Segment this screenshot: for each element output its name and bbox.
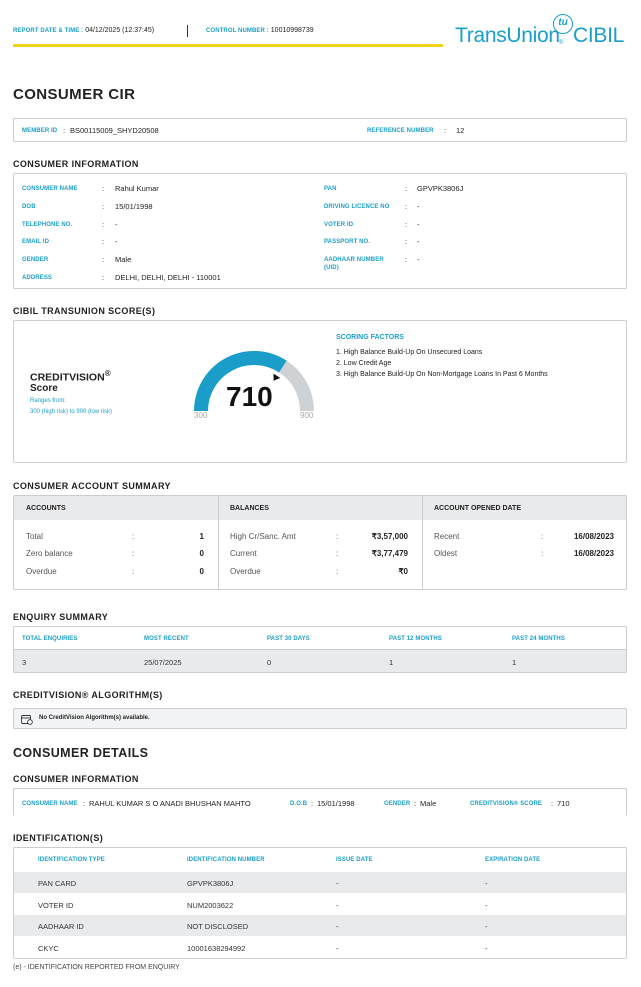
- enquiry-header: PAST 24 MONTHS: [512, 636, 565, 642]
- opened-row-value: 16/08/2023: [573, 549, 614, 558]
- table-row: [14, 872, 626, 893]
- identification-title: IDENTIFICATION(S): [13, 833, 104, 843]
- account-summary-box: ACCOUNTS BALANCES ACCOUNT OPENED DATE Total : 1 Zero balance : 0 Overdue : 0 High Cr/Sanc. Amt : ₹3,57,000 Current : ₹3,77,479 Overdue : ₹0 Recent : 16/08/2023 Oldest : 16/08/2023: [13, 495, 627, 590]
- ci-left-label: EMAIL ID: [22, 239, 50, 245]
- id-cell: NOT DISCLOSED: [187, 922, 249, 931]
- balances-row-label: Current: [230, 549, 257, 558]
- enquiry-summary-table: [13, 626, 627, 673]
- opened-row-label: Oldest: [434, 549, 458, 558]
- creditvision-brand: CREDITVISION®: [30, 369, 111, 384]
- enquiry-header: MOST RECENT: [144, 636, 189, 642]
- id-cell: VOTER ID: [38, 901, 74, 910]
- balances-row-label: High Cr/Sanc. Amt: [230, 532, 296, 541]
- table-row: [14, 894, 626, 915]
- consumer-details-box: CONSUMER NAME : RAHUL KUMAR S O ANADI BHUSHAN MAHTO D.O.B : 15/01/1998 GENDER : Male CREDITVISION® SCORE : 710: [13, 788, 627, 816]
- ci-right-label: VOTER ID: [324, 222, 354, 228]
- scoring-factor-item: 1. High Balance Build-Up On Unsecured Loans: [336, 349, 483, 356]
- id-cell: -: [336, 944, 339, 953]
- score-max: 900: [300, 411, 314, 420]
- member-info-box: MEMBER ID : BS00115009_SHYD20508 REFERENCE NUMBER : 12: [13, 118, 627, 142]
- ci-right-value: -: [417, 202, 420, 211]
- score-box: CREDITVISION® Score Ranges from: 300 (high risk) to 900 (low risk) SCORING FACTORS 1. High Balance Build-Up On Unsecured Loans 2. Low Credit Age 3. High Balance Build-Up On Non-Mortgage Loans In Past 6 Months: [13, 320, 627, 463]
- id-cell: CKYC: [38, 944, 59, 953]
- enquiry-summary-title: ENQUIRY SUMMARY: [13, 612, 109, 622]
- balances-row-label: Overdue: [230, 567, 261, 576]
- id-cell: -: [336, 879, 339, 888]
- id-cell: -: [336, 901, 339, 910]
- consumer-gender: Male: [420, 799, 437, 808]
- accounts-row-label: Zero balance: [26, 549, 73, 558]
- ci-left-value: DELHI, DELHI, DELHI - 110001: [115, 273, 221, 282]
- accounts-row-label: Total: [26, 532, 43, 541]
- consumer-score: 710: [557, 799, 570, 808]
- algorithm-title: CREDITVISION® ALGORITHM(S): [13, 690, 163, 700]
- table-row: [14, 937, 626, 958]
- control-number: CONTROL NUMBER : 10010998739: [206, 27, 314, 34]
- ci-right-label-2: (UID): [324, 265, 339, 271]
- id-cell: PAN CARD: [38, 879, 77, 888]
- report-header-bar: [13, 25, 443, 47]
- id-cell: GPVPK3806J: [187, 879, 234, 888]
- ci-left-label: TELEPHONE NO.: [22, 222, 73, 228]
- id-cell: -: [485, 879, 488, 888]
- balances-row-value: ₹3,77,479: [371, 549, 408, 558]
- identification-footnote: (e) - IDENTIFICATION REPORTED FROM ENQUIRY: [13, 964, 180, 971]
- page-title: CONSUMER CIR: [13, 86, 136, 103]
- id-cell: -: [485, 922, 488, 931]
- id-header: IDENTIFICATION TYPE: [38, 857, 105, 863]
- tu-logo-icon: tu: [553, 14, 573, 34]
- identification-table: [13, 847, 627, 959]
- id-cell: AADHAAR ID: [38, 922, 84, 931]
- ci-left-value: -: [115, 237, 118, 246]
- header-divider: [187, 25, 188, 37]
- id-header: ISSUE DATE: [336, 857, 373, 863]
- table-row: [14, 915, 626, 936]
- score-section-title: CIBIL TRANSUNION SCORE(S): [13, 306, 156, 316]
- enquiry-header: PAST 30 DAYS: [267, 636, 310, 642]
- id-header: IDENTIFICATION NUMBER: [187, 857, 265, 863]
- ci-right-value: -: [417, 255, 420, 264]
- accounts-row-value: 1: [199, 532, 204, 541]
- id-cell: -: [336, 922, 339, 931]
- account-summary-title: CONSUMER ACCOUNT SUMMARY: [13, 481, 171, 491]
- consumer-details-subtitle: CONSUMER INFORMATION: [13, 774, 139, 784]
- ci-right-label: PAN: [324, 186, 337, 192]
- consumer-dob: 15/01/1998: [317, 799, 355, 808]
- id-header: EXPIRATION DATE: [485, 857, 541, 863]
- calculator-icon: [21, 714, 33, 725]
- ci-left-label: ADDRESS: [22, 275, 53, 281]
- ci-left-value: 15/01/1998: [115, 202, 153, 211]
- algorithm-message: No CreditVision Algorithm(s) available.: [39, 715, 150, 721]
- consumer-info-title: CONSUMER INFORMATION: [13, 159, 139, 169]
- opened-row-value: 16/08/2023: [573, 532, 614, 541]
- id-cell: 10001638294992: [187, 944, 246, 953]
- id-cell: -: [485, 901, 488, 910]
- enquiry-value: 0: [267, 658, 272, 667]
- enquiry-value: 25/07/2025: [144, 658, 182, 667]
- id-cell: -: [485, 944, 488, 953]
- ci-right-value: -: [417, 237, 420, 246]
- enquiry-value: 1: [389, 658, 394, 667]
- ci-right-label: AADHAAR NUMBER: [324, 257, 384, 263]
- balances-row-value: ₹0: [398, 567, 408, 576]
- transunion-cibil-logo: TransUnion ® CIBIL tu: [455, 14, 631, 50]
- ci-right-label: PASSPORT NO.: [324, 239, 371, 245]
- ci-right-value: -: [417, 220, 420, 229]
- scoring-factor-item: 2. Low Credit Age: [336, 360, 392, 367]
- accounts-row-value: 0: [199, 567, 204, 576]
- ci-left-label: DOB: [22, 204, 36, 210]
- report-date: REPORT DATE & TIME : 04/12/2025 (12:37:45): [13, 27, 155, 34]
- enquiry-value: 1: [512, 658, 517, 667]
- score-min: 300: [194, 411, 208, 420]
- accounts-row-label: Overdue: [26, 567, 57, 576]
- consumer-info-box: CONSUMER NAME : Rahul Kumar DOB : 15/01/1998 TELEPHONE NO. : - EMAIL ID : - GENDER : Male ADDRESS : DELHI, DELHI, DELHI - 110001 PAN : GPVPK3806J DRIVING LICENCE NO : - VOTER ID : - PASSPORT NO. : - AADHAAR NUMBER (UID) : -: [13, 173, 627, 289]
- scoring-factors-list: [336, 347, 548, 380]
- ci-left-label: GENDER: [22, 257, 49, 263]
- opened-row-label: Recent: [434, 532, 460, 541]
- enquiry-header: TOTAL ENQUIRIES: [22, 636, 78, 642]
- scoring-factor-item: 3. High Balance Build-Up On Non-Mortgage Loans In Past 6 Months: [336, 371, 548, 378]
- ci-left-value: Male: [115, 255, 132, 264]
- algorithm-box: [13, 708, 627, 729]
- accounts-row-value: 0: [199, 549, 204, 558]
- enquiry-header: PAST 12 MONTHS: [389, 636, 442, 642]
- ci-right-value: GPVPK3806J: [417, 184, 464, 193]
- id-cell: NUM2003622: [187, 901, 234, 910]
- member-id: BS00115009_SHYD20508: [70, 126, 159, 135]
- score-value: 710: [226, 381, 273, 412]
- balances-row-value: ₹3,57,000: [371, 532, 408, 541]
- gauge-pointer-icon: [274, 374, 281, 381]
- ci-left-value: Rahul Kumar: [115, 184, 159, 193]
- consumer-details-title: CONSUMER DETAILS: [13, 746, 149, 760]
- reference-number: 12: [456, 126, 465, 135]
- enquiry-value: 3: [22, 658, 27, 667]
- consumer-name: RAHUL KUMAR S O ANADI BHUSHAN MAHTO: [89, 799, 251, 808]
- ci-right-label: DRIVING LICENCE NO: [324, 204, 390, 210]
- ci-left-value: -: [115, 220, 118, 229]
- ci-left-label: CONSUMER NAME: [22, 186, 78, 192]
